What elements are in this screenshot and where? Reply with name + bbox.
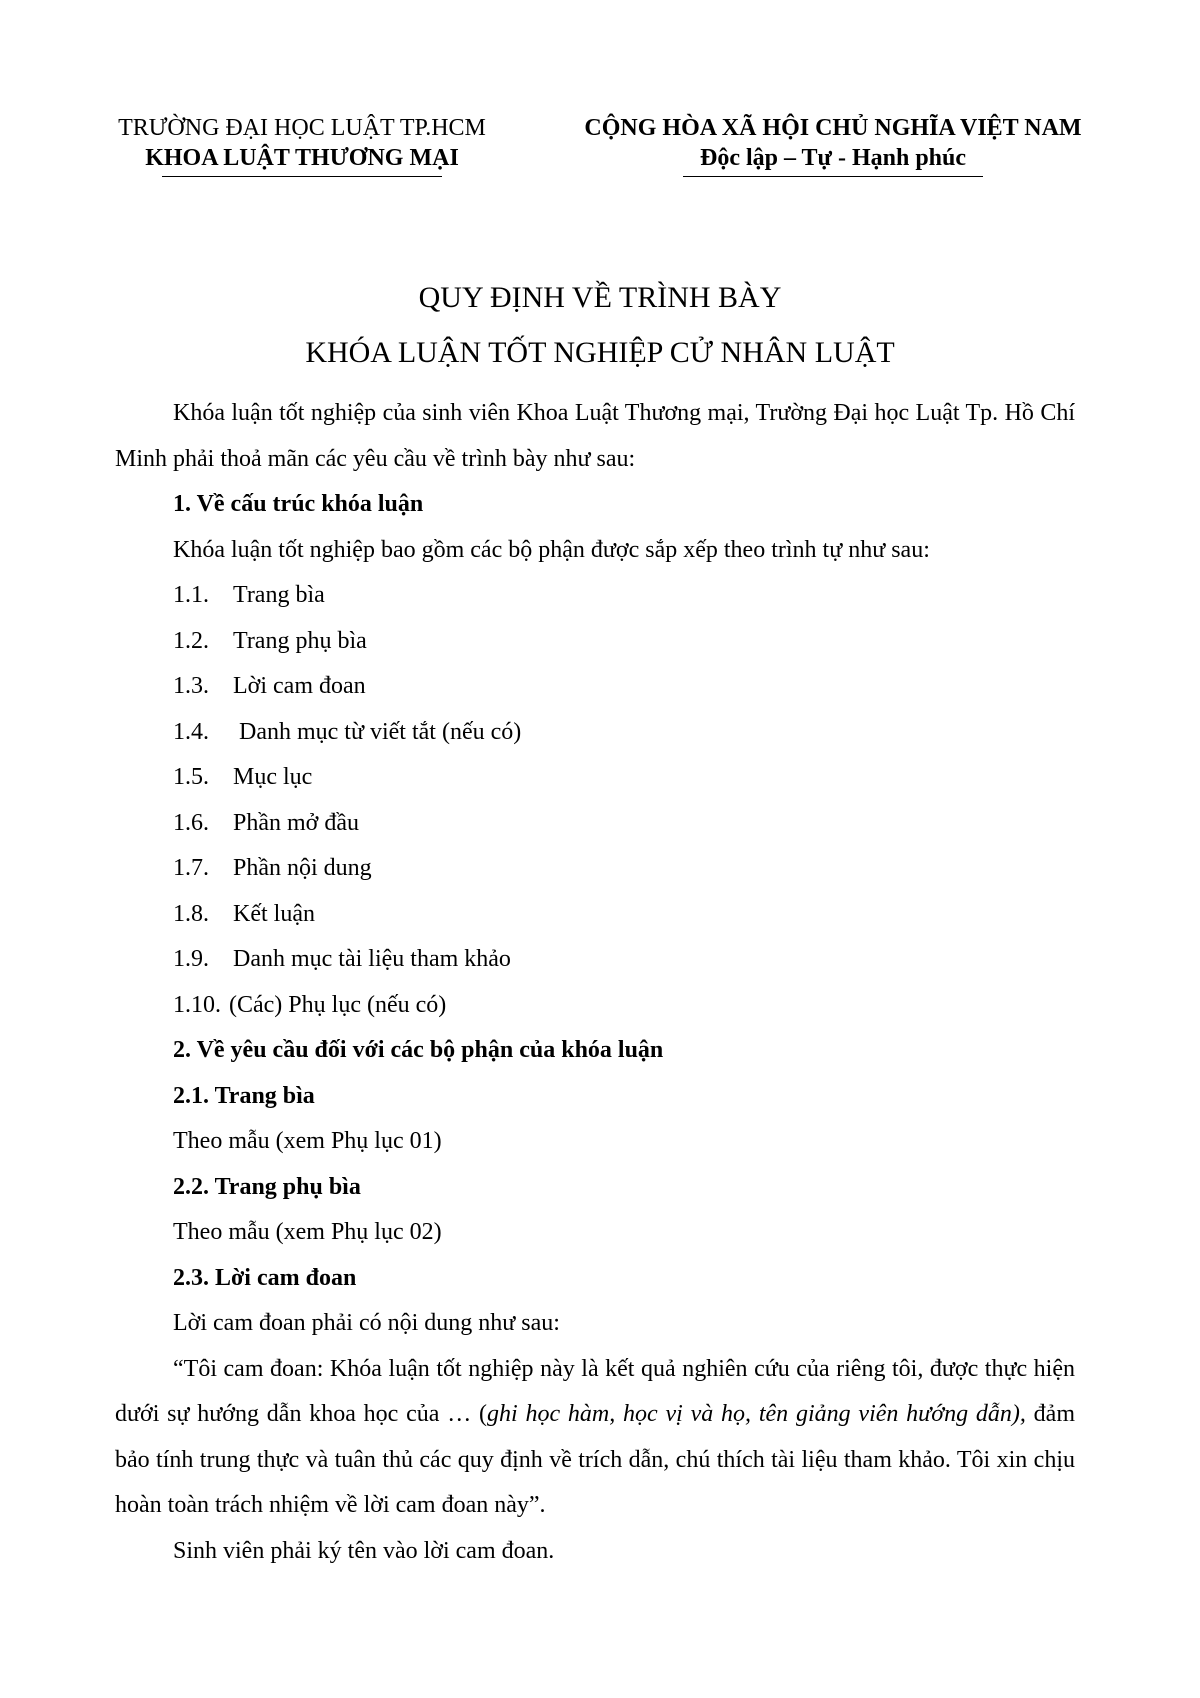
list-item-number: 1.3. [173,673,209,699]
signature-note: Sinh viên phải ký tên vào lời cam đoan. [173,1537,555,1564]
list-item [115,755,1075,801]
list-item [115,801,1075,847]
list-item-text: Danh mục từ viết tắt (nếu có) [233,718,522,745]
list-item-text: Lời cam đoan [233,673,366,699]
section1-lead: Khóa luận tốt nghiệp bao gồm các bộ phận được sắp xếp theo trình tự như sau: [173,536,930,563]
section2-heading: 2. Về yêu cầu đối với các bộ phận của khóa luận [173,1037,664,1063]
list-item [115,937,1075,983]
list-item-text: Trang bìa [233,582,325,608]
national-slogan: Độc lập – Tự - Hạnh phúc [699,145,967,171]
list-item-text: Phần nội dung [233,855,372,881]
list-item-text: Kết luận [233,900,315,927]
quote-text-end: đảm bảo tính trung thực và tuân thủ các quy định về trích dẫn, chú thích tài liệu tham khảo. Tôi xin chịu hoàn toàn trách nhiệm về lời cam đoan này”. [115,1401,1075,1518]
university-header [112,113,492,177]
commitment-quote [115,1347,1075,1529]
list-item-number: 1.9. [173,946,209,972]
list-item [115,983,1075,1029]
faculty-name: KHOA LUẬT THƯƠNG MẠI [145,145,459,171]
section21-text: Theo mẫu (xem Phụ lục 01) [173,1128,442,1154]
list-item [115,619,1075,665]
section1-heading: 1. Về cấu trúc khóa luận [173,491,424,517]
list-item [115,573,1075,619]
list-item-number: 1.5. [173,764,209,790]
faculty-underline [162,176,442,177]
list-item [115,892,1075,938]
document-body [115,391,1075,1574]
document-title-line1: QUY ĐỊNH VỀ TRÌNH BÀY [418,281,782,314]
list-item-text: Mục lục [233,764,313,790]
quote-text-start: “Tôi cam đoan: Khóa luận tốt nghiệp này là kết quả nghiên cứu của riêng tôi, được thực hiện dưới sự hướng dẫn khoa học của … ( [115,1355,1075,1427]
list-item-number: 1.6. [173,809,209,836]
intro-paragraph: Khóa luận tốt nghiệp của sinh viên Khoa Luật Thương mại, Trường Đại học Luật Tp. Hồ Chí Minh phải thoả mãn các yêu cầu về trình bày như sau: [115,400,1075,472]
list-item-text: (Các) Phụ lục (nếu có) [229,991,447,1018]
national-motto: CỘNG HÒA XÃ HỘI CHỦ NGHĨA VIỆT NAM [584,115,1082,141]
list-item-number: 1.8. [173,900,209,927]
list-item-number: 1.1. [173,582,209,608]
quote-italic-note: ghi học hàm, học vị và họ, tên giảng viên hướng dẫn), [487,1401,1026,1427]
national-header [553,113,1113,177]
section23-lead: Lời cam đoan phải có nội dung như sau: [173,1310,560,1336]
list-item-text: Phần mở đầu [233,809,360,836]
list-item [115,664,1075,710]
list-item-text: Trang phụ bìa [233,627,367,654]
list-item-number: 1.4. [173,718,209,745]
list-item-number: 1.7. [173,855,209,881]
list-item [115,846,1075,892]
section21-heading: 2.1. Trang bìa [173,1082,315,1109]
section22-heading: 2.2. Trang phụ bìa [173,1173,361,1200]
section22-text: Theo mẫu (xem Phụ lục 02) [173,1219,442,1245]
section23-heading: 2.3. Lời cam đoan [173,1264,357,1291]
list-item-number: 1.2. [173,627,209,654]
university-name: TRƯỜNG ĐẠI HỌC LUẬT TP.HCM [118,115,486,141]
list-item [115,710,1075,756]
document-title-line2: KHÓA LUẬN TỐT NGHIỆP CỬ NHÂN LUẬT [305,336,895,369]
list-item-number: 1.10. [173,991,221,1018]
list-item-text: Danh mục tài liệu tham khảo [233,946,511,972]
slogan-underline [683,176,983,177]
